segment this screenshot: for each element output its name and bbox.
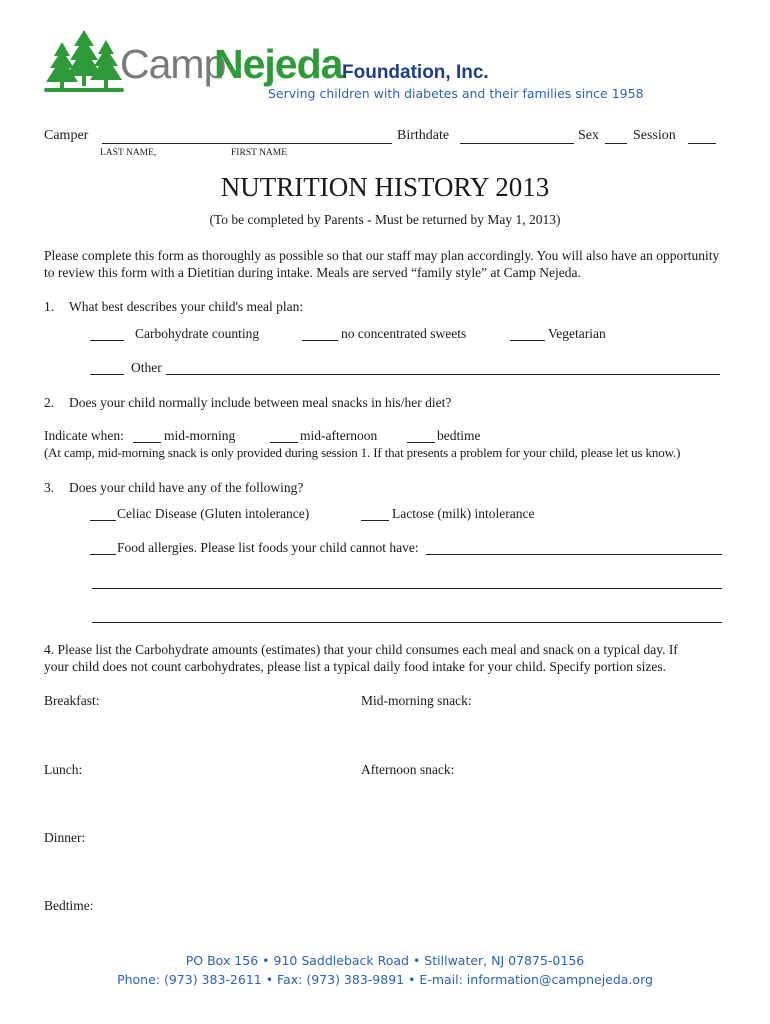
q3-lactose-label: Lactose (milk) intolerance [392, 506, 535, 521]
q3-celiac-label: Celiac Disease (Gluten intolerance) [117, 506, 310, 521]
q1-veg-label: Vegetarian [548, 326, 606, 341]
q1-other-label: Other [131, 360, 162, 375]
intro-line-1: Please complete this form as thoroughly as possible so that our staff may plan accordingly. You will also have an opportunity [44, 248, 720, 263]
session-label: Session [633, 128, 676, 143]
lunch-label: Lunch: [44, 762, 83, 777]
q3-food-label: Food allergies. Please list foods your child cannot have: [117, 540, 419, 555]
breakfast-label: Breakfast: [44, 693, 100, 708]
q1-other-blank[interactable] [90, 374, 124, 375]
q2-bedtime-blank[interactable] [407, 442, 435, 443]
logo-foundation-text: Foundation, Inc. [342, 62, 489, 83]
q1-veg-blank[interactable] [510, 340, 545, 341]
intro-line-2: to review this form with a Dietitian during intake. Meals are served “family style” at Camp Nejeda. [44, 265, 581, 280]
q2-mid-morning-label: mid-morning [164, 428, 236, 443]
q3-food-line-3[interactable] [92, 622, 722, 623]
q3-text: Does your child have any of the following? [69, 480, 304, 495]
q1-carb-blank[interactable] [90, 340, 124, 341]
q3-food-field[interactable] [426, 554, 722, 555]
q2-mid-afternoon-blank[interactable] [270, 442, 298, 443]
page-subtitle: (To be completed by Parents - Must be returned by May 1, 2013) [209, 212, 561, 227]
q1-other-field[interactable] [166, 374, 720, 375]
q3-lactose-blank[interactable] [361, 520, 389, 521]
session-field[interactable] [688, 143, 716, 144]
q3-food-blank[interactable] [90, 554, 116, 555]
afternoon-snack-label: Afternoon snack: [361, 762, 455, 777]
q2-note: (At camp, mid-morning snack is only provided during session 1. If that presents a problem for your child, please let us know.) [44, 445, 681, 460]
q3-number: 3. [44, 480, 55, 495]
footer-contact: Phone: (973) 383-2611 • Fax: (973) 383-9891 • E-mail: information@campnejeda.org [117, 972, 653, 987]
q2-text: Does your child normally include between meal snacks in his/her diet? [69, 395, 452, 410]
sex-field[interactable] [605, 143, 627, 144]
q2-indicate-label: Indicate when: [44, 428, 124, 443]
sex-label: Sex [578, 128, 599, 143]
dinner-label: Dinner: [44, 830, 86, 845]
mid-morning-snack-label: Mid-morning snack: [361, 693, 472, 708]
birthdate-label: Birthdate [397, 128, 450, 143]
last-name-caption: LAST NAME, [100, 148, 157, 158]
camper-name-field[interactable] [102, 143, 392, 144]
q1-number: 1. [44, 299, 55, 314]
q2-mid-afternoon-label: mid-afternoon [300, 428, 378, 443]
q3-food-line-2[interactable] [92, 588, 722, 589]
birthdate-field[interactable] [460, 143, 574, 144]
bedtime-label: Bedtime: [44, 898, 94, 913]
q1-sweets-blank[interactable] [302, 340, 338, 341]
page-title: NUTRITION HISTORY 2013 [220, 172, 550, 202]
q3-celiac-blank[interactable] [90, 520, 116, 521]
q4-text-line-1: 4. Please list the Carbohydrate amounts (estimates) that your child consumes each meal and snack on a typical day. If [44, 642, 678, 657]
camper-label: Camper [44, 128, 89, 143]
q2-bedtime-label: bedtime [437, 428, 481, 443]
logo-camp-text: Camp [120, 41, 226, 87]
logo-nejeda-text: Nejeda [214, 41, 343, 87]
first-name-caption: FIRST NAME [231, 148, 288, 158]
pine-trees-icon [44, 30, 124, 94]
tagline: Serving children with diabetes and their families since 1958 [268, 86, 644, 101]
q1-carb-label: Carbohydrate counting [135, 326, 260, 341]
q4-text-line-2: your child does not count carbohydrates, please list a typical daily food intake for your child. Specify portion sizes. [44, 659, 666, 674]
q1-text: What best describes your child's meal plan: [69, 299, 304, 314]
q2-mid-morning-blank[interactable] [133, 442, 161, 443]
q1-sweets-label: no concentrated sweets [341, 326, 467, 341]
footer-address: PO Box 156 • 910 Saddleback Road • Stillwater, NJ 07875-0156 [185, 953, 585, 968]
q2-number: 2. [44, 395, 55, 410]
